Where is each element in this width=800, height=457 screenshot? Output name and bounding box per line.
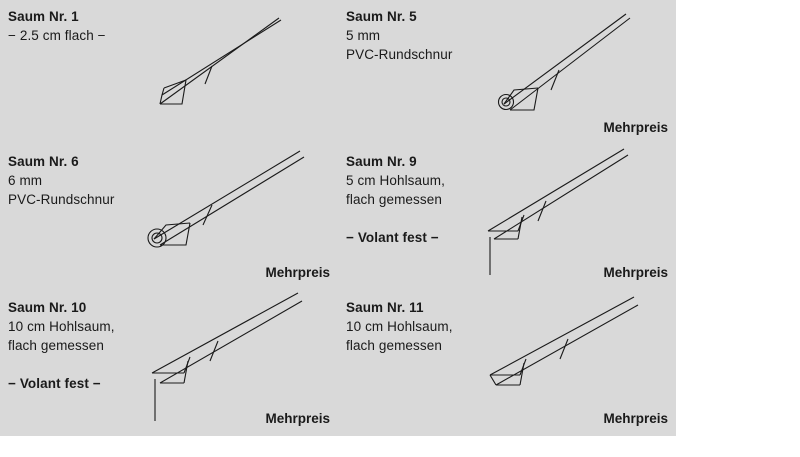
- diagram-cell-saum-9: [338, 145, 676, 290]
- cell-line-2: flach gemessen: [346, 338, 442, 353]
- cell-line-1: 10 cm Hohlsaum,: [346, 319, 453, 334]
- cell-line-1: 5 cm Hohlsaum,: [346, 173, 445, 188]
- surcharge-label: Mehrpreis: [265, 265, 330, 280]
- cell-line-2: PVC-Rundschnur: [8, 192, 115, 207]
- surcharge-label: Mehrpreis: [603, 120, 668, 135]
- cell-heading: Saum Nr. 1: [8, 9, 79, 24]
- diagram-cell-saum-5: [338, 0, 676, 145]
- cell-line-2: flach gemessen: [8, 338, 104, 353]
- cell-line-1: 5 mm: [346, 28, 381, 43]
- diagram-cell-saum-11: [338, 291, 676, 436]
- cell-heading: Saum Nr. 6: [8, 154, 79, 169]
- cell-line-2: flach gemessen: [346, 192, 442, 207]
- cell-line-2: PVC-Rundschnur: [346, 47, 453, 62]
- diagram-cell-saum-1: [0, 0, 338, 145]
- diagram-cell-saum-6: [0, 145, 338, 290]
- surcharge-label: Mehrpreis: [265, 411, 330, 426]
- cell-line-1: − 2.5 cm flach −: [8, 28, 106, 43]
- cell-heading: Saum Nr. 10: [8, 300, 87, 315]
- surcharge-label: Mehrpreis: [603, 265, 668, 280]
- diagram-cell-saum-10: [0, 291, 338, 436]
- cell-line-3: − Volant fest −: [8, 376, 101, 391]
- surcharge-label: Mehrpreis: [603, 411, 668, 426]
- cell-heading: Saum Nr. 11: [346, 300, 424, 315]
- cell-line-1: 6 mm: [8, 173, 43, 188]
- cell-line-3: − Volant fest −: [346, 230, 439, 245]
- cell-heading: Saum Nr. 9: [346, 154, 417, 169]
- cell-heading: Saum Nr. 5: [346, 9, 417, 24]
- cell-line-1: 10 cm Hohlsaum,: [8, 319, 115, 334]
